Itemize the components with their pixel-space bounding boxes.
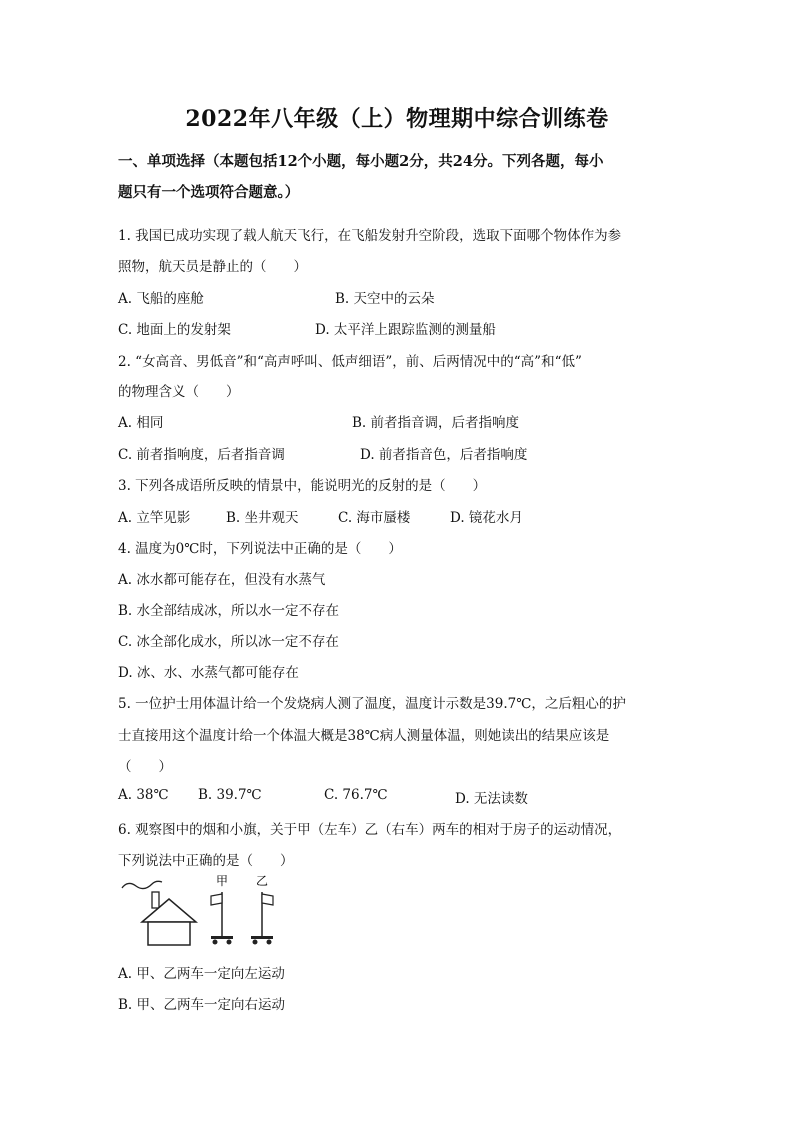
exam-title: 2022年八年级（上）物理期中综合训练卷 bbox=[185, 106, 609, 132]
q1-option-d: D. 太平洋上跟踪监测的测量船 bbox=[315, 322, 496, 338]
q6-option-b: B. 甲、乙两车一定向右运动 bbox=[118, 997, 286, 1013]
house-roof-icon bbox=[142, 899, 196, 922]
q2-option-b: B. 前者指音调，后者指响度 bbox=[352, 415, 520, 431]
section-heading-line1: 一、单项选择（本题包括12个小题，每小题2分，共24分。下列各题，每小 bbox=[118, 153, 604, 170]
car-yi-icon bbox=[251, 892, 273, 945]
q6-stem-line2: 下列说法中正确的是（ ） bbox=[118, 853, 294, 869]
car-jia-icon bbox=[211, 892, 233, 945]
q1-option-b: B. 天空中的云朵 bbox=[335, 291, 435, 307]
q2-option-d: D. 前者指音色，后者指响度 bbox=[360, 447, 528, 463]
q1-stem-line2: 照物，航天员是静止的（ ） bbox=[118, 259, 307, 275]
q6-stem-line1: 6. 观察图中的烟和小旗，关于甲（左车）乙（右车）两车的相对于房子的运动情况， bbox=[118, 822, 622, 838]
section-heading-line2: 题只有一个选项符合题意。） bbox=[118, 184, 300, 201]
q2-stem-line1: 2. “女高音、男低音”和“高声呼叫、低声细语”，前、后两情况中的“高”和“低” bbox=[118, 354, 582, 370]
q6-option-a: A. 甲、乙两车一定向左运动 bbox=[118, 966, 285, 982]
q3-option-c: C. 海市蜃楼 bbox=[338, 510, 411, 526]
q2-stem-line2: 的物理含义（ ） bbox=[118, 384, 240, 400]
car-jia-label: 甲 bbox=[215, 874, 229, 888]
q4-option-d: D. 冰、水、水蒸气都可能存在 bbox=[118, 665, 299, 681]
q5-option-c: C. 76.7℃ bbox=[324, 787, 388, 803]
q2-option-c: C. 前者指响度，后者指音调 bbox=[118, 447, 285, 463]
q3-option-a: A. 立竿见影 bbox=[118, 510, 191, 526]
chimney-icon bbox=[152, 892, 159, 908]
q2-option-a: A. 相同 bbox=[118, 415, 164, 431]
q4-option-c: C. 冰全部化成水，所以冰一定不存在 bbox=[118, 634, 339, 650]
q4-option-b: B. 水全部结成冰，所以水一定不存在 bbox=[118, 603, 340, 619]
q5-stem-line1: 5. 一位护士用体温计给一个发烧病人测了温度，温度计示数是39.7℃，之后粗心的护 bbox=[118, 696, 626, 712]
q5-stem-line2: 士直接用这个温度计给一个体温大概是38℃病人测量体温，则她读出的结果应该是 bbox=[118, 728, 610, 744]
q3-option-b: B. 坐井观天 bbox=[226, 510, 299, 526]
q5-option-b: B. 39.7℃ bbox=[198, 787, 262, 803]
house-body-icon bbox=[148, 922, 190, 945]
q1-option-c: C. 地面上的发射架 bbox=[118, 322, 231, 338]
q4-stem: 4. 温度为0℃时，下列说法中正确的是（ ） bbox=[118, 541, 402, 557]
q6-figure-house-flags bbox=[118, 872, 288, 952]
q1-stem-line1: 1. 我国已成功实现了载人航天飞行，在飞船发射升空阶段，选取下面哪个物体作为参 bbox=[118, 228, 622, 244]
q5-stem-line3: （ ） bbox=[118, 759, 172, 775]
q3-stem: 3. 下列各成语所反映的情景中，能说明光的反射的是（ ） bbox=[118, 478, 487, 494]
q1-option-a: A. 飞船的座舱 bbox=[118, 291, 204, 307]
car-yi-label: 乙 bbox=[255, 874, 269, 888]
q5-option-d: D. 无法读数 bbox=[455, 791, 528, 807]
q3-option-d: D. 镜花水月 bbox=[450, 510, 523, 526]
smoke-icon bbox=[122, 881, 162, 888]
q4-option-a: A. 冰水都可能存在，但没有水蒸气 bbox=[118, 572, 326, 588]
q5-option-a: A. 38℃ bbox=[118, 787, 169, 803]
